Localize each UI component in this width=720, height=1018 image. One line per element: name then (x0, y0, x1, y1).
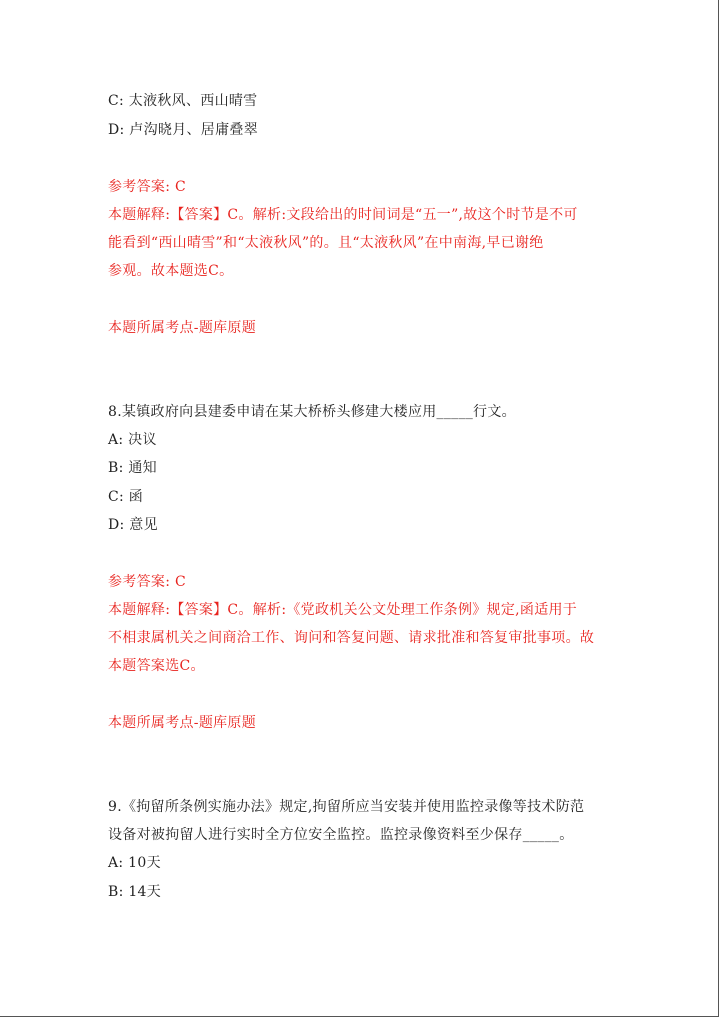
q8-option-d: D: 意见 (108, 517, 158, 533)
q8-option-c: C: 函 (108, 489, 144, 505)
q8-explanation-line-2: 不相隶属机关之间商洽工作、询问和答复问题、请求批准和答复审批事项。故 (108, 630, 595, 646)
q9-option-b: B: 14天 (108, 884, 162, 900)
q7-option-c: C: 太液秋风、西山晴雪 (108, 93, 258, 109)
q8-source: 本题所属考点-题库原题 (108, 715, 257, 731)
q8-option-a: A: 决议 (108, 432, 157, 448)
q8-explanation-line-3: 本题答案选C。 (108, 658, 205, 674)
q8-option-b: B: 通知 (108, 460, 157, 476)
q8-answer: 参考答案: C (108, 574, 186, 590)
q9-question-line-2: 设备对被拘留人进行实时全方位安全监控。监控录像资料至少保存_____。 (108, 827, 574, 843)
q9-question-line-1: 9.《拘留所条例实施办法》规定,拘留所应当安装并使用监控录像等技术防范 (108, 799, 585, 815)
q7-answer: 参考答案: C (108, 179, 186, 195)
q8-explanation-line-1: 本题解释:【答案】C。解析:《党政机关公文处理工作条例》规定,函适用于 (108, 602, 578, 618)
q8-question: 8.某镇政府向县建委申请在某大桥桥头修建大楼应用_____行文。 (108, 404, 516, 420)
q7-source: 本题所属考点-题库原题 (108, 320, 257, 336)
q7-explanation-line-3: 参观。故本题选C。 (108, 263, 234, 279)
q9-option-a: A: 10天 (108, 855, 161, 871)
q7-explanation-line-2: 能看到“西山晴雪”和“太液秋风”的。且“太液秋风”在中南海,早已谢绝 (108, 235, 544, 251)
q7-explanation-line-1: 本题解释:【答案】C。解析:文段给出的时间词是“五一”,故这个时节是不可 (108, 207, 578, 223)
q7-option-d: D: 卢沟晓月、居庸叠翠 (108, 122, 258, 138)
